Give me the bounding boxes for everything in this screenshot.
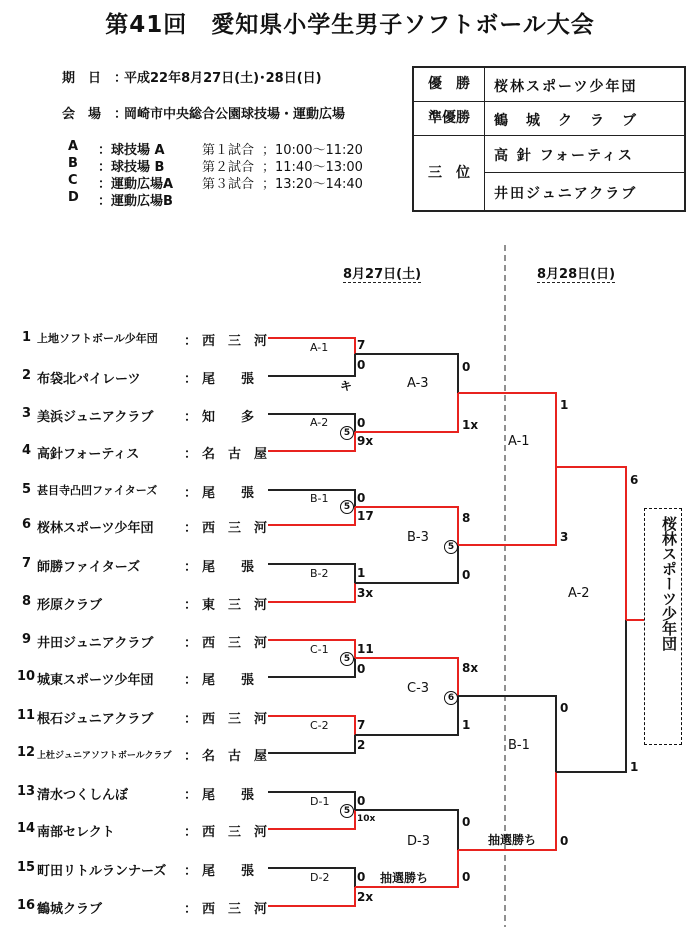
- team-region-11: ：: [184, 712, 198, 727]
- day1-header: 8月27日(土): [343, 263, 421, 283]
- line-t8: [268, 583, 355, 602]
- score-d1-top: 0: [357, 794, 366, 808]
- result-label-runnerup: 準優勝: [414, 102, 485, 135]
- team-region-value-13: 尾 張: [202, 788, 255, 803]
- score-sf1-top: 1: [560, 398, 569, 412]
- team-region-15: ：: [184, 864, 198, 879]
- team-num-3: 3: [22, 406, 32, 421]
- result-team-third-1: 高 針 フォーティス: [494, 148, 634, 164]
- score-b1-top: 0: [357, 491, 366, 505]
- field-code-b: B: [68, 156, 78, 171]
- team-name-9: 井田ジュニアクラブ: [37, 636, 154, 651]
- result-team-third-2: 井田ジュニアクラブ: [494, 186, 638, 202]
- team-name-1: 上地ソフトボール少年団: [37, 332, 158, 345]
- score-d2-top: 0: [357, 870, 366, 884]
- field-name-c: ：運動広場A: [98, 177, 174, 192]
- game-label-sf-a1: A-1: [508, 434, 530, 449]
- score-c3-top: 8x: [462, 661, 479, 675]
- called-game-mark: 5: [340, 426, 354, 440]
- team-name-8: 形原クラブ: [37, 598, 103, 613]
- team-region-value-8: 東 三 河: [202, 598, 268, 613]
- game-label-final: A-2: [568, 586, 590, 601]
- score-c1-top: 11: [357, 642, 374, 656]
- time-value-3: ；13:20〜14:40: [262, 177, 363, 192]
- team-name-2: 布袋北パイレーツ: [37, 372, 141, 387]
- team-region-value-2: 尾 張: [202, 372, 255, 387]
- team-region-2: ：: [184, 372, 198, 387]
- line-t12: [268, 735, 355, 753]
- score-b3-bot: 0: [462, 568, 471, 582]
- team-region-7: ：: [184, 560, 198, 575]
- team-name-3: 美浜ジュニアクラブ: [37, 410, 154, 425]
- score-b3-top: 8: [462, 511, 471, 525]
- field-name-b: ：球技場 B: [98, 160, 165, 175]
- team-num-1: 1: [22, 330, 32, 345]
- team-name-14: 南部セレクト: [37, 825, 115, 840]
- team-region-value-12: 名 古 屋: [202, 749, 268, 764]
- team-region-3: ：: [184, 410, 198, 425]
- game-label-b3: B-3: [407, 530, 429, 545]
- line-r2-b2: [355, 545, 458, 583]
- team-region-9: ：: [184, 636, 198, 651]
- called-game-mark: 6: [444, 691, 458, 705]
- team-region-value-10: 尾 張: [202, 673, 255, 688]
- score-b2-top: 1: [357, 566, 366, 580]
- time-value-1: ；10:00〜11:20: [262, 143, 363, 158]
- game-label-a2: A-2: [310, 416, 329, 429]
- game-label-c2: C-2: [310, 719, 329, 732]
- field-name-d: ：運動広場B: [98, 194, 173, 209]
- line-r2-c2: [355, 696, 458, 735]
- team-num-5: 5: [22, 482, 32, 497]
- game-label-a3: A-3: [407, 376, 429, 391]
- team-region-value-15: 尾 張: [202, 864, 255, 879]
- team-name-13: 清水つくしんぼ: [37, 788, 129, 803]
- score-sf1-bot: 3: [560, 530, 569, 544]
- score-a2-top: 0: [357, 416, 366, 430]
- score-c1-bot: 0: [357, 662, 366, 676]
- score-final-top: 6: [630, 473, 639, 487]
- called-game-mark: 5: [340, 652, 354, 666]
- score-b2-bot: 3x: [357, 586, 374, 600]
- team-num-11: 11: [17, 708, 36, 723]
- score-d1-bot: 10x: [357, 814, 376, 824]
- score-sf2-bot: 0: [560, 834, 569, 848]
- score-c2-top: 7: [357, 718, 366, 732]
- team-num-8: 8: [22, 594, 32, 609]
- team-region-value-6: 西 三 河: [202, 521, 268, 536]
- team-name-5: 甚目寺凸凹ファイターズ: [37, 484, 158, 497]
- team-name-15: 町田リトルランナーズ: [37, 864, 167, 879]
- line-final-bot: [556, 620, 626, 772]
- score-d2-note: 抽選勝ち: [380, 871, 429, 885]
- line-t2: [268, 354, 355, 376]
- time-label-1: 第１試合: [202, 143, 255, 158]
- team-region-value-11: 西 三 河: [202, 712, 268, 727]
- date-value: 平成22年8月27日(土)･28日(日): [124, 71, 322, 86]
- score-d2-bot: 2x: [357, 890, 374, 904]
- time-label-2: 第２試合: [202, 160, 255, 175]
- team-region-5: ：: [184, 486, 198, 501]
- team-region-13: ：: [184, 788, 198, 803]
- team-name-10: 城東スポーツ少年団: [37, 673, 154, 688]
- game-label-a1: A-1: [310, 341, 329, 354]
- team-name-16: 鶴城クラブ: [37, 902, 103, 917]
- team-region-6: ：: [184, 521, 198, 536]
- score-a2-bot: 9x: [357, 434, 374, 448]
- called-game-mark: 5: [444, 540, 458, 554]
- score-a3-top: 0: [462, 360, 471, 374]
- team-region-value-5: 尾 張: [202, 486, 255, 501]
- game-label-d3: D-3: [407, 834, 430, 849]
- score-sf2-top: 0: [560, 701, 569, 715]
- venue-label: 会 場 ：: [62, 107, 128, 122]
- team-region-10: ：: [184, 673, 198, 688]
- result-team-champion: 桜林スポーツ少年団: [494, 79, 638, 95]
- team-region-value-3: 知 多: [202, 410, 255, 425]
- time-value-2: ；11:40〜13:00: [262, 160, 363, 175]
- field-name-a: ：球技場 A: [98, 143, 165, 158]
- team-num-2: 2: [22, 368, 32, 383]
- team-region-14: ：: [184, 825, 198, 840]
- game-label-sf-b1: B-1: [508, 738, 530, 753]
- team-num-15: 15: [17, 860, 36, 875]
- score-final-bot: 1: [630, 760, 639, 774]
- team-region-value-9: 西 三 河: [202, 636, 268, 651]
- team-num-6: 6: [22, 517, 32, 532]
- result-label-champion: 優 勝: [414, 68, 485, 101]
- venue-value: 岡崎市中央総合公園球技場・運動広場: [124, 107, 346, 122]
- team-region-value-1: 西 三 河: [202, 334, 268, 349]
- game-label-d2: D-2: [310, 871, 330, 884]
- field-code-d: D: [68, 190, 79, 205]
- team-num-13: 13: [17, 784, 36, 799]
- score-a3-bot: 1x: [462, 418, 479, 432]
- line-t16: [268, 887, 355, 906]
- score-b1-bot: 17: [357, 509, 374, 523]
- team-num-14: 14: [17, 821, 36, 836]
- score-c3-bot: 1: [462, 718, 471, 732]
- team-region-4: ：: [184, 447, 198, 462]
- team-num-9: 9: [22, 632, 32, 647]
- team-region-1: ：: [184, 334, 198, 349]
- team-name-4: 高針フォーティス: [37, 447, 140, 462]
- line-r3-b3: [458, 467, 556, 545]
- day2-header: 8月28日(日): [537, 263, 615, 283]
- team-region-value-4: 名 古 屋: [202, 447, 268, 462]
- date-label: 期 日 ：: [62, 71, 128, 86]
- line-r2-a2: [355, 393, 458, 432]
- score-d3-bot: 0: [462, 870, 471, 884]
- champion-name: 桜林スポーツ少年団: [660, 516, 678, 651]
- game-label-b2: B-2: [310, 567, 329, 580]
- line-r3-c3: [458, 696, 556, 772]
- team-num-10: 10: [17, 669, 36, 684]
- game-label-b1: B-1: [310, 492, 329, 505]
- team-name-6: 桜林スポーツ少年団: [37, 521, 154, 536]
- team-region-value-7: 尾 張: [202, 560, 255, 575]
- game-label-c1: C-1: [310, 643, 329, 656]
- score-c2-bot: 2: [357, 738, 366, 752]
- score-d3-top: 0: [462, 815, 471, 829]
- page-title: 第41回 愛知県小学生男子ソフトボール大会: [105, 12, 595, 38]
- team-name-11: 根石ジュニアクラブ: [37, 712, 154, 727]
- score-a1-note: キ: [340, 379, 353, 393]
- game-label-c3: C-3: [407, 681, 430, 696]
- field-code-c: C: [68, 173, 78, 188]
- called-game-mark: 5: [340, 804, 354, 818]
- score-a1-bot: 0: [357, 358, 366, 372]
- team-region-value-14: 西 三 河: [202, 825, 268, 840]
- team-num-4: 4: [22, 443, 32, 458]
- team-region-value-16: 西 三 河: [202, 902, 268, 917]
- score-a1-top: 7: [357, 338, 366, 352]
- team-region-12: ：: [184, 749, 198, 764]
- team-num-7: 7: [22, 556, 32, 571]
- team-region-16: ：: [184, 902, 198, 917]
- field-code-a: A: [68, 139, 79, 154]
- called-game-mark: 5: [340, 500, 354, 514]
- team-num-12: 12: [17, 745, 36, 760]
- result-team-runnerup: 鶴 城 ク ラ ブ: [494, 113, 638, 129]
- team-region-8: ：: [184, 598, 198, 613]
- team-name-12: 上杜ジュニアソフトボールクラブ: [37, 751, 172, 761]
- result-label-third: 三 位: [414, 136, 485, 210]
- score-sf2-note: 抽選勝ち: [488, 833, 537, 847]
- team-name-7: 師勝ファイターズ: [37, 560, 141, 575]
- team-num-16: 16: [17, 898, 36, 913]
- game-label-d1: D-1: [310, 795, 330, 808]
- time-label-3: 第３試合: [202, 177, 255, 192]
